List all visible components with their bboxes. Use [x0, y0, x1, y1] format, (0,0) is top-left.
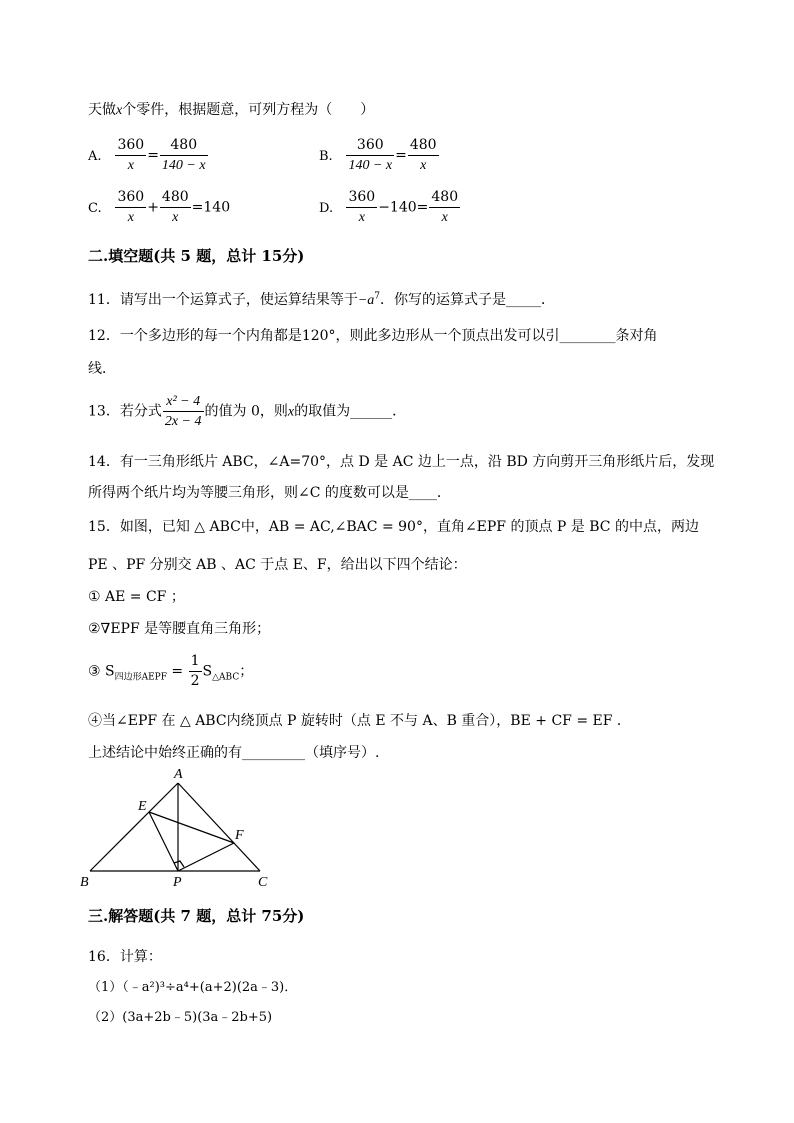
fraction: $\frac{360}{140 - x}$ [348, 137, 393, 173]
label-f: F [235, 828, 244, 843]
section-2-title: 二.填空题(共 5 题，总计 15分) [88, 247, 305, 265]
question-16-part1: （1）（﹣a²)³÷a⁴+(a+2)(2a﹣3)． [88, 980, 298, 995]
fraction: $\frac{360}{x}$ [348, 189, 376, 225]
question-12-line1: 12．一个多边形的每一个内角都是120°，则此多边形从一个顶点出发可以引________条对角 [88, 328, 658, 344]
question-12-line2: 线． [88, 361, 116, 377]
question-14-line1: 14．有一三角形纸片 ABC，∠A=70°，点 D 是 AC 边上一点，沿 BD 方向剪开三角形纸片后，发现 [88, 454, 715, 470]
q10-text [88, 99, 374, 119]
question-15-ask: 上述结论中始终正确的有_________（填序号）. [88, 745, 380, 761]
question-13: 13．若分式 $\frac{\text{x² − 4}}{2x - 4}$ 的值为 0，则x的取值为______． [88, 394, 407, 429]
option-label: A. [88, 148, 102, 164]
segment-pf [178, 843, 234, 871]
conclusion-3: ③ $S_{四边形AEPF}$ = $\frac{1}{2}$ $S_{\triangle ABC}$； [88, 653, 254, 689]
option-label: D. [319, 200, 334, 216]
q11-expr: −a [357, 293, 375, 308]
label-c: C [258, 875, 268, 890]
option-d[interactable] [319, 188, 461, 227]
q10-pre: 天做 [88, 102, 116, 118]
fraction: $\frac{360}{x}$ [117, 189, 145, 225]
label-e: E [138, 799, 147, 814]
label-a: A [174, 767, 183, 782]
operator: + [147, 199, 159, 216]
question-16-title: 16．计算： [88, 949, 162, 965]
label-b: B [80, 875, 89, 890]
conclusion-4: ④当∠EPF 在 △ ABC内绕顶点 P 旋转时（点 E 不与 A、B 重合），BE + CF = EF ． [88, 713, 631, 729]
q13-fraction: $\frac{\text{x² − 4}}{2x - 4}$ [164, 394, 202, 429]
option-c[interactable] [88, 188, 230, 227]
triangle-figure [80, 765, 280, 890]
option-b[interactable] [319, 136, 440, 175]
q10-var: x [116, 103, 123, 118]
conclusion-2: ②∇EPF 是等腰直角三角形； [88, 621, 271, 637]
fraction: $\frac{480}{x}$ [161, 189, 189, 225]
half-fraction: $\frac{1}{2}$ [190, 653, 200, 689]
option-label: B. [319, 148, 333, 164]
conclusion-1: ① AE = CF ； [88, 589, 185, 605]
label-p: P [173, 875, 182, 890]
segment-ab [90, 783, 178, 871]
option-a[interactable] [88, 136, 209, 175]
fraction: $\frac{480}{x}$ [409, 137, 437, 173]
fraction: $\frac{360}{x}$ [117, 137, 145, 173]
question-11: 11．请写出一个运算式子，使运算结果等于$-a^7$．你写的运算式子是_____． [88, 291, 556, 308]
question-16-part2: （2）(3a+2b﹣5)(3a﹣2b+5) [88, 1010, 273, 1025]
operator: −140= [378, 199, 429, 216]
question-14-line2: 所得两个纸片均为等腰三角形，则∠C 的度数可以是____． [88, 485, 451, 501]
section-3-title: 三.解答题(共 7 题，总计 75分) [88, 907, 305, 925]
fraction: $\frac{480}{x}$ [431, 189, 459, 225]
option-label: C. [88, 200, 102, 216]
fraction: $\frac{480}{140 - x}$ [161, 137, 206, 173]
operator: = [147, 147, 159, 164]
operator: = [395, 147, 407, 164]
q10-post: 个零件，根据题意，可列方程为（ ） [122, 102, 375, 118]
option-tail: =140 [191, 199, 231, 216]
question-15-line1: 15．如图，已知 △ ABC中，AB = AC,∠BAC = 90°，直角∠EPF 的顶点 P 是 BC 的中点，两边 [88, 519, 699, 535]
question-15-line2: PE 、PF 分别交 AB 、AC 于点 E、F，给出以下四个结论： [88, 557, 467, 573]
